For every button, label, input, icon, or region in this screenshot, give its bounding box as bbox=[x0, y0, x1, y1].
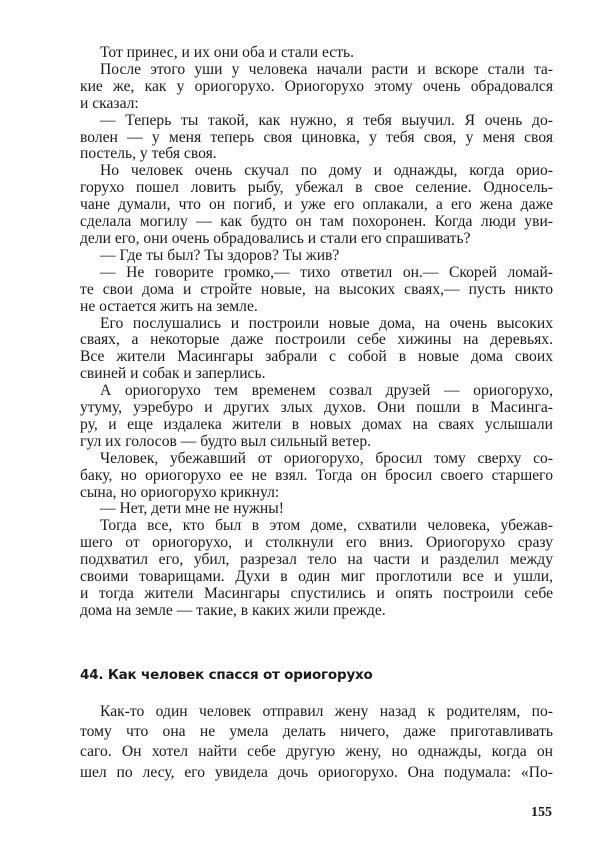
page-number: 155 bbox=[531, 805, 552, 820]
text-line: Тогда все, кто был в этом доме, схватили человека, убежав- bbox=[100, 517, 553, 535]
text-line: кие же, как у ориогорухо. Ориогорухо этому очень обрадовался bbox=[80, 77, 553, 95]
paragraph bbox=[80, 248, 553, 265]
text-line: Но человек очень скучал по дому и однажды, когда орио- bbox=[100, 162, 553, 180]
text-line: баку, но ориогорухо ее не взял. Тогда он бросил своего старшего bbox=[80, 466, 553, 484]
story-text-block bbox=[80, 45, 553, 620]
text-line: Как-то один человек отправил жену назад к родителям, по- bbox=[100, 703, 553, 720]
paragraph bbox=[80, 113, 553, 164]
text-line: — Нет, дети мне не нужны! bbox=[100, 500, 284, 518]
section-heading: 44. Как человек спасся от ориогорухо bbox=[80, 667, 373, 683]
paragraph bbox=[80, 702, 553, 783]
paragraph bbox=[80, 501, 553, 518]
text-line: и сказал: bbox=[80, 94, 139, 112]
paragraph bbox=[80, 383, 553, 451]
text-line: После этого уши у человека начали расти и вскоре стали та- bbox=[100, 60, 553, 78]
text-line: саго. Он хотел найти себе другую жену, но однажды, когда он bbox=[80, 743, 553, 761]
text-line: волен — у меня теперь своя циновка, у тебя своя, у меня своя bbox=[80, 128, 553, 146]
text-line: утуму, уэребуро и других злых духов. Они пошли в Масинга- bbox=[80, 399, 553, 417]
text-line: и тогда жители Масингары спустились и опять построили себе bbox=[80, 585, 553, 602]
text-line: гул их голосов — будто выл сильный ветер. bbox=[80, 432, 372, 450]
text-line: шего от ориогорухо, и столкнули его вниз. Ориогорухо сразу bbox=[80, 534, 553, 552]
paragraph bbox=[80, 518, 553, 619]
text-line: — Не говорите громко,— тихо ответил он.— Скорей ломай- bbox=[100, 263, 553, 281]
text-line: подхватил его, убил, разрезал тело на части и разделил между bbox=[80, 551, 553, 569]
text-line: не остается жить на земле. bbox=[80, 297, 258, 315]
text-line: — Теперь ты такой, как нужно, я тебя выучил. Я очень до- bbox=[100, 111, 553, 129]
text-line: ру, и еще издалека жители в новых домах на сваях услышали bbox=[80, 415, 553, 433]
text-line: — Где ты был? Ты здоров? Ты жив? bbox=[100, 246, 340, 264]
text-line: постель, у тебя своя. bbox=[80, 145, 217, 163]
paragraph bbox=[80, 451, 553, 502]
paragraph bbox=[80, 45, 553, 62]
paragraph bbox=[80, 265, 553, 316]
paragraph bbox=[80, 62, 553, 113]
text-line: свиней и собак и заперлись. bbox=[80, 365, 266, 383]
text-line: те свои дома и стройте новые, на высоких сваях,— пусть никто bbox=[80, 280, 553, 298]
text-line: дели его, они очень обрадовались и стали его спрашивать? bbox=[80, 229, 471, 247]
text-line: А ориогорухо тем временем созвал друзей — ориогорухо, bbox=[100, 382, 553, 400]
paragraph bbox=[80, 316, 553, 384]
text-line: Его послушались и построили новые дома, на очень высоких bbox=[100, 314, 553, 332]
text-line: дома на земле — такие, в каких жили прежде. bbox=[80, 601, 386, 619]
text-line: шел по лесу, его увидела дочь ориогорухо. Она подумала: «По- bbox=[80, 763, 553, 781]
next-story-text-block bbox=[80, 702, 553, 783]
text-line: сделала могилу — как будто он там похоронен. Когда люди уви- bbox=[80, 213, 553, 231]
text-line: горухо пошел ловить рыбу, убежал в свое селение. Односель- bbox=[80, 179, 553, 197]
text-line: Тот принес, и их они оба и стали есть. bbox=[100, 44, 355, 61]
paragraph bbox=[80, 163, 553, 248]
text-line: тому что она не умела делать ничего, даже приготавливать bbox=[80, 723, 553, 741]
text-line: сваях, а некоторые даже построили себе хижины на деревьях. bbox=[80, 331, 553, 349]
text-line: Все жители Масингары забрали с собой в новые дома своих bbox=[80, 348, 553, 366]
text-line: чане думали, что он погиб, и уже его оплакали, а его жена даже bbox=[80, 196, 553, 214]
text-line: Человек, убежавший от ориогорухо, бросил тому сверху со- bbox=[100, 449, 553, 467]
text-line: сына, но ориогорухо крикнул: bbox=[80, 483, 280, 501]
text-line: своими товарищами. Духи в один миг проглотили все и ушли, bbox=[80, 568, 553, 586]
